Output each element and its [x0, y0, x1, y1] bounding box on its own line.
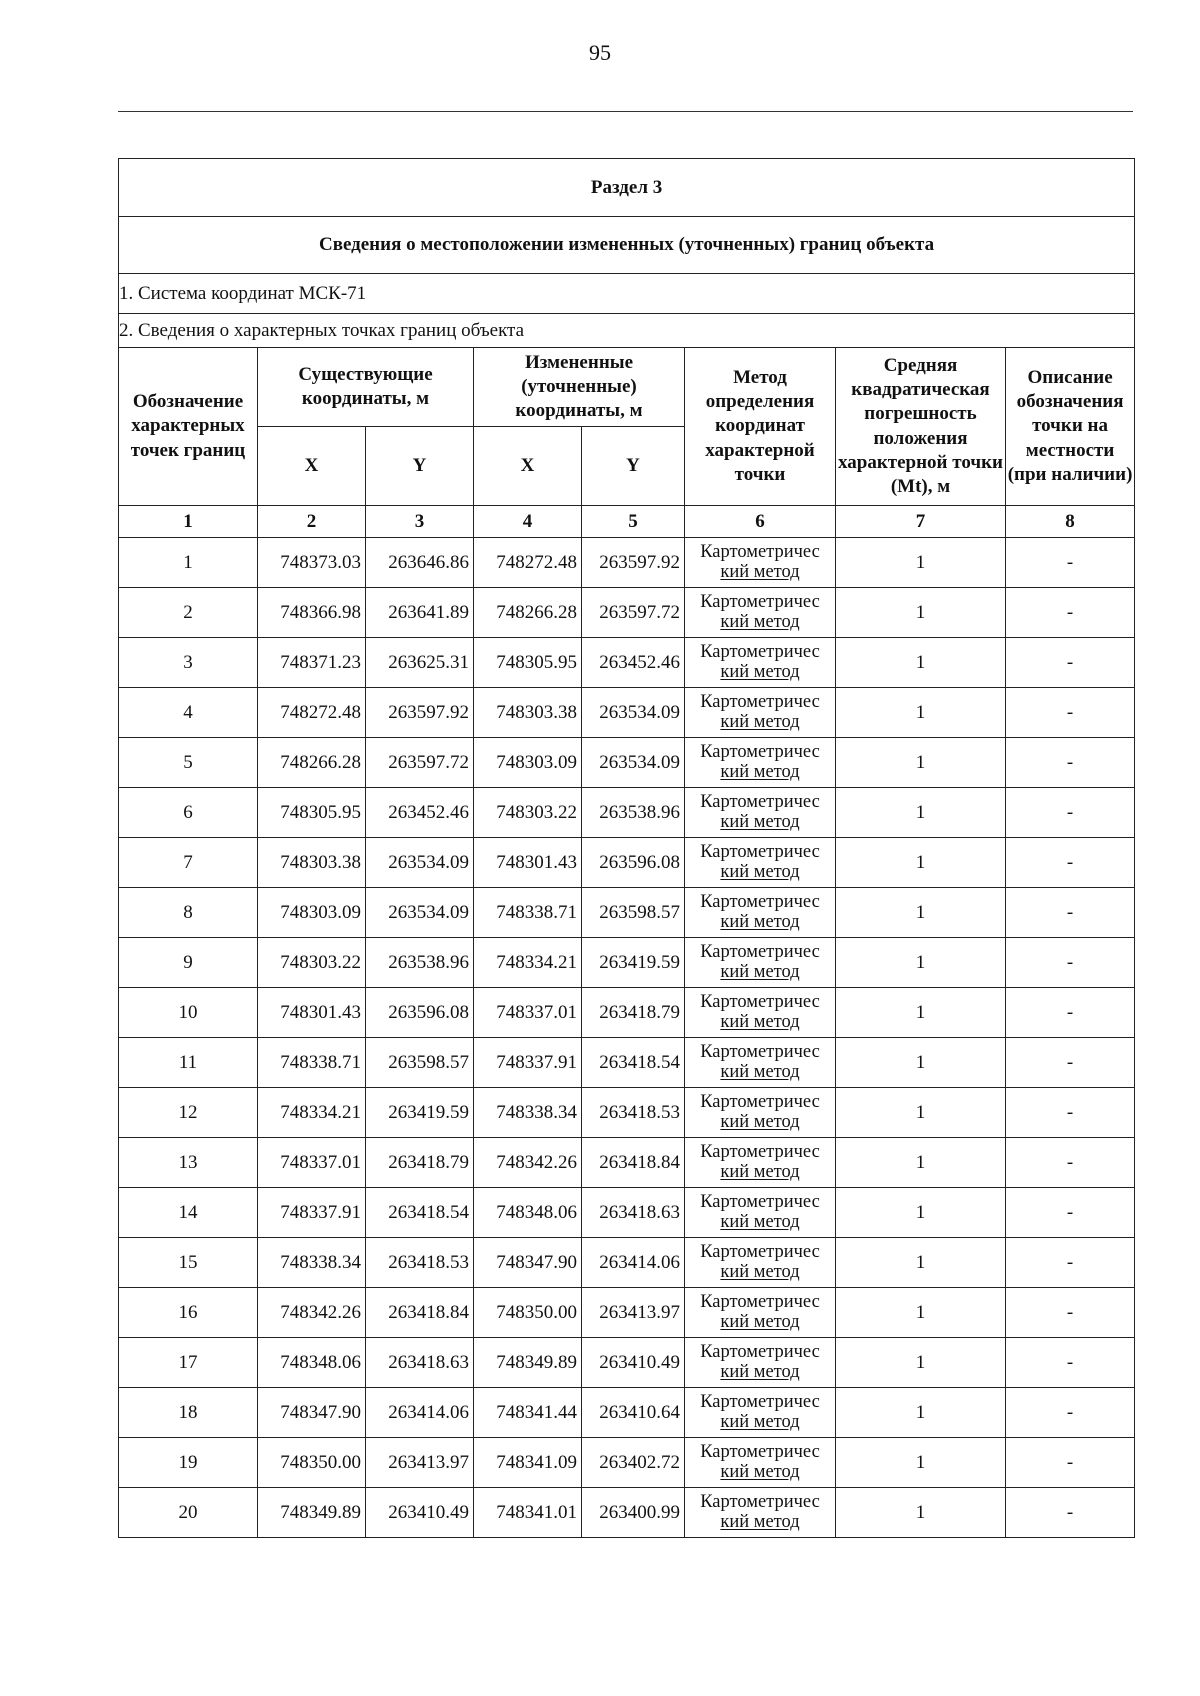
changed-y-value: 263598.57: [582, 888, 685, 938]
description-value: -: [1006, 888, 1135, 938]
method-value: [685, 1238, 836, 1288]
mean-square-error-value: 1: [836, 1388, 1006, 1438]
description-value: -: [1006, 1388, 1135, 1438]
table-row: [119, 1038, 1135, 1088]
existing-y-value: 263418.84: [366, 1288, 474, 1338]
point-number: 12: [119, 1088, 258, 1138]
mean-square-error-value: 1: [836, 1438, 1006, 1488]
method-value: [685, 1338, 836, 1388]
table-row: [119, 838, 1135, 888]
method-line-2: кий метод: [720, 961, 800, 982]
existing-y-value: 263646.86: [366, 538, 474, 588]
point-number: 4: [119, 688, 258, 738]
existing-x-value: 748334.21: [258, 1088, 366, 1138]
page-number: 95: [589, 40, 611, 65]
method-line-1: Картометричес: [700, 1492, 820, 1513]
header-existing-x: X: [258, 427, 366, 506]
column-number: 6: [685, 506, 836, 538]
method-value: [685, 538, 836, 588]
header-changed-coordinates: Измененные (уточненные) координаты, м: [474, 348, 685, 427]
header-changed-x: X: [474, 427, 582, 506]
method-value: [685, 1088, 836, 1138]
table-row: [119, 988, 1135, 1038]
point-number: 15: [119, 1238, 258, 1288]
column-number: 1: [119, 506, 258, 538]
changed-x-value: 748347.90: [474, 1238, 582, 1288]
description-value: -: [1006, 938, 1135, 988]
header-description: Описание обозначения точки на местности (при наличии): [1006, 348, 1135, 506]
point-number: 19: [119, 1438, 258, 1488]
method-line-2: кий метод: [720, 1361, 800, 1382]
existing-x-value: 748349.89: [258, 1488, 366, 1538]
method-line-2: кий метод: [720, 811, 800, 832]
existing-y-value: 263641.89: [366, 588, 474, 638]
existing-y-value: 263534.09: [366, 838, 474, 888]
mean-square-error-value: 1: [836, 1038, 1006, 1088]
existing-x-value: 748303.09: [258, 888, 366, 938]
method-value: [685, 838, 836, 888]
coordinate-system: 1. Система координат МСК-71: [119, 274, 1135, 314]
description-value: -: [1006, 1238, 1135, 1288]
changed-x-value: 748348.06: [474, 1188, 582, 1238]
existing-y-value: 263418.53: [366, 1238, 474, 1288]
changed-x-value: 748337.01: [474, 988, 582, 1038]
changed-y-value: 263534.09: [582, 688, 685, 738]
description-value: -: [1006, 1188, 1135, 1238]
description-value: -: [1006, 1488, 1135, 1538]
mean-square-error-value: 1: [836, 638, 1006, 688]
method-line-2: кий метод: [720, 1511, 800, 1532]
changed-x-value: 748266.28: [474, 588, 582, 638]
mean-square-error-value: 1: [836, 688, 1006, 738]
existing-x-value: 748337.01: [258, 1138, 366, 1188]
method-value: [685, 688, 836, 738]
method-line-2: кий метод: [720, 1461, 800, 1482]
existing-y-value: 263419.59: [366, 1088, 474, 1138]
description-value: -: [1006, 638, 1135, 688]
method-value: [685, 1388, 836, 1438]
column-numbers-row: [119, 506, 1135, 538]
header-mean-square-error: Средняя квадратическая погрешность положения характерной точки (Mt), м: [836, 348, 1006, 506]
changed-y-value: 263414.06: [582, 1238, 685, 1288]
changed-y-value: 263418.84: [582, 1138, 685, 1188]
method-line-1: Картометричес: [700, 692, 820, 713]
existing-y-value: 263414.06: [366, 1388, 474, 1438]
point-number: 3: [119, 638, 258, 688]
column-number: 3: [366, 506, 474, 538]
point-number: 5: [119, 738, 258, 788]
point-number: 13: [119, 1138, 258, 1188]
method-line-1: Картометричес: [700, 1392, 820, 1413]
point-number: 11: [119, 1038, 258, 1088]
point-number: 10: [119, 988, 258, 1038]
changed-x-value: 748303.09: [474, 738, 582, 788]
table-row: [119, 1288, 1135, 1338]
method-line-2: кий метод: [720, 1061, 800, 1082]
header-changed-y: Y: [582, 427, 685, 506]
mean-square-error-value: 1: [836, 838, 1006, 888]
existing-y-value: 263452.46: [366, 788, 474, 838]
existing-y-value: 263418.63: [366, 1338, 474, 1388]
method-line-2: кий метод: [720, 611, 800, 632]
method-value: [685, 1438, 836, 1488]
point-number: 18: [119, 1388, 258, 1438]
changed-y-value: 263413.97: [582, 1288, 685, 1338]
changed-y-value: 263410.64: [582, 1388, 685, 1438]
changed-x-value: 748338.71: [474, 888, 582, 938]
method-line-2: кий метод: [720, 761, 800, 782]
method-value: [685, 788, 836, 838]
description-value: -: [1006, 688, 1135, 738]
table-row: [119, 1338, 1135, 1388]
table-row: [119, 938, 1135, 988]
method-value: [685, 1288, 836, 1338]
method-line-1: Картометричес: [700, 1092, 820, 1113]
existing-x-value: 748305.95: [258, 788, 366, 838]
method-line-1: Картометричес: [700, 542, 820, 563]
mean-square-error-value: 1: [836, 1188, 1006, 1238]
points-info-title: 2. Сведения о характерных точках границ объекта: [119, 314, 1135, 348]
changed-x-value: 748303.38: [474, 688, 582, 738]
header-existing-y: Y: [366, 427, 474, 506]
mean-square-error-value: 1: [836, 588, 1006, 638]
description-value: -: [1006, 1438, 1135, 1488]
description-value: -: [1006, 1138, 1135, 1188]
existing-x-value: 748303.38: [258, 838, 366, 888]
description-value: -: [1006, 1288, 1135, 1338]
changed-x-value: 748338.34: [474, 1088, 582, 1138]
method-value: [685, 938, 836, 988]
existing-y-value: 263538.96: [366, 938, 474, 988]
method-line-2: кий метод: [720, 1011, 800, 1032]
method-value: [685, 1488, 836, 1538]
table-row: [119, 1388, 1135, 1438]
method-line-1: Картометричес: [700, 1442, 820, 1463]
mean-square-error-value: 1: [836, 538, 1006, 588]
existing-x-value: 748272.48: [258, 688, 366, 738]
existing-x-value: 748303.22: [258, 938, 366, 988]
existing-y-value: 263625.31: [366, 638, 474, 688]
column-number: 4: [474, 506, 582, 538]
table-row: [119, 1138, 1135, 1188]
existing-x-value: 748373.03: [258, 538, 366, 588]
method-value: [685, 988, 836, 1038]
existing-x-value: 748350.00: [258, 1438, 366, 1488]
method-line-1: Картометричес: [700, 642, 820, 663]
method-line-1: Картометричес: [700, 1292, 820, 1313]
existing-y-value: 263418.54: [366, 1188, 474, 1238]
point-number: 7: [119, 838, 258, 888]
table-row: [119, 1188, 1135, 1238]
method-value: [685, 888, 836, 938]
header-existing-coordinates: Существующие координаты, м: [258, 348, 474, 427]
description-value: -: [1006, 1038, 1135, 1088]
existing-x-value: 748338.34: [258, 1238, 366, 1288]
existing-x-value: 748342.26: [258, 1288, 366, 1338]
header-designation: Обозначение характерных точек границ: [119, 348, 258, 506]
method-line-2: кий метод: [720, 1311, 800, 1332]
changed-y-value: 263597.92: [582, 538, 685, 588]
column-number: 7: [836, 506, 1006, 538]
point-number: 9: [119, 938, 258, 988]
method-line-2: кий метод: [720, 1411, 800, 1432]
method-line-2: кий метод: [720, 1161, 800, 1182]
changed-x-value: 748301.43: [474, 838, 582, 888]
method-line-1: Картометричес: [700, 1042, 820, 1063]
changed-y-value: 263400.99: [582, 1488, 685, 1538]
column-number: 8: [1006, 506, 1135, 538]
existing-x-value: 748366.98: [258, 588, 366, 638]
point-number: 8: [119, 888, 258, 938]
changed-x-value: 748337.91: [474, 1038, 582, 1088]
changed-x-value: 748341.44: [474, 1388, 582, 1438]
description-value: -: [1006, 1088, 1135, 1138]
changed-y-value: 263418.54: [582, 1038, 685, 1088]
existing-x-value: 748301.43: [258, 988, 366, 1038]
mean-square-error-value: 1: [836, 1088, 1006, 1138]
changed-x-value: 748341.01: [474, 1488, 582, 1538]
boundary-points-table: [118, 158, 1135, 1538]
description-value: -: [1006, 538, 1135, 588]
table-row: [119, 1088, 1135, 1138]
table-row: [119, 738, 1135, 788]
method-line-2: кий метод: [720, 1111, 800, 1132]
mean-square-error-value: 1: [836, 1138, 1006, 1188]
section-title: Раздел 3: [119, 159, 1135, 217]
method-line-2: кий метод: [720, 861, 800, 882]
method-line-1: Картометричес: [700, 592, 820, 613]
changed-x-value: 748350.00: [474, 1288, 582, 1338]
header-rule: [118, 111, 1133, 112]
existing-y-value: 263597.72: [366, 738, 474, 788]
existing-y-value: 263598.57: [366, 1038, 474, 1088]
mean-square-error-value: 1: [836, 888, 1006, 938]
existing-y-value: 263534.09: [366, 888, 474, 938]
changed-y-value: 263418.79: [582, 988, 685, 1038]
existing-y-value: 263410.49: [366, 1488, 474, 1538]
mean-square-error-value: 1: [836, 1238, 1006, 1288]
method-line-1: Картометричес: [700, 1142, 820, 1163]
method-line-2: кий метод: [720, 561, 800, 582]
description-value: -: [1006, 838, 1135, 888]
mean-square-error-value: 1: [836, 1288, 1006, 1338]
existing-y-value: 263597.92: [366, 688, 474, 738]
mean-square-error-value: 1: [836, 788, 1006, 838]
changed-x-value: 748334.21: [474, 938, 582, 988]
changed-y-value: 263596.08: [582, 838, 685, 888]
point-number: 16: [119, 1288, 258, 1338]
existing-y-value: 263413.97: [366, 1438, 474, 1488]
description-value: -: [1006, 788, 1135, 838]
table-row: [119, 1238, 1135, 1288]
method-line-1: Картометричес: [700, 742, 820, 763]
method-value: [685, 1138, 836, 1188]
table-row: [119, 1438, 1135, 1488]
changed-y-value: 263597.72: [582, 588, 685, 638]
mean-square-error-value: 1: [836, 1488, 1006, 1538]
changed-x-value: 748342.26: [474, 1138, 582, 1188]
table-row: [119, 1488, 1135, 1538]
mean-square-error-value: 1: [836, 938, 1006, 988]
changed-y-value: 263418.63: [582, 1188, 685, 1238]
changed-y-value: 263419.59: [582, 938, 685, 988]
changed-x-value: 748272.48: [474, 538, 582, 588]
changed-y-value: 263452.46: [582, 638, 685, 688]
document-title: Сведения о местоположении измененных (уточненных) границ объекта: [119, 217, 1135, 274]
point-number: 2: [119, 588, 258, 638]
table-row: [119, 588, 1135, 638]
existing-x-value: 748347.90: [258, 1388, 366, 1438]
method-line-1: Картометричес: [700, 892, 820, 913]
existing-x-value: 748371.23: [258, 638, 366, 688]
description-value: -: [1006, 588, 1135, 638]
existing-x-value: 748266.28: [258, 738, 366, 788]
method-value: [685, 738, 836, 788]
point-number: 6: [119, 788, 258, 838]
existing-x-value: 748338.71: [258, 1038, 366, 1088]
method-line-2: кий метод: [720, 911, 800, 932]
mean-square-error-value: 1: [836, 1338, 1006, 1388]
existing-y-value: 263596.08: [366, 988, 474, 1038]
existing-x-value: 748348.06: [258, 1338, 366, 1388]
method-line-1: Картометричес: [700, 1192, 820, 1213]
table-row: [119, 538, 1135, 588]
changed-y-value: 263534.09: [582, 738, 685, 788]
method-line-1: Картометричес: [700, 1242, 820, 1263]
changed-x-value: 748349.89: [474, 1338, 582, 1388]
point-number: 17: [119, 1338, 258, 1388]
existing-y-value: 263418.79: [366, 1138, 474, 1188]
changed-x-value: 748303.22: [474, 788, 582, 838]
column-number: 2: [258, 506, 366, 538]
method-line-2: кий метод: [720, 1261, 800, 1282]
table-row: [119, 788, 1135, 838]
method-line-2: кий метод: [720, 1211, 800, 1232]
point-number: 14: [119, 1188, 258, 1238]
method-value: [685, 588, 836, 638]
method-line-2: кий метод: [720, 661, 800, 682]
description-value: -: [1006, 738, 1135, 788]
point-number: 20: [119, 1488, 258, 1538]
description-value: -: [1006, 988, 1135, 1038]
method-line-1: Картометричес: [700, 992, 820, 1013]
changed-x-value: 748341.09: [474, 1438, 582, 1488]
column-number: 5: [582, 506, 685, 538]
changed-y-value: 263538.96: [582, 788, 685, 838]
description-value: -: [1006, 1338, 1135, 1388]
point-number: 1: [119, 538, 258, 588]
changed-y-value: 263402.72: [582, 1438, 685, 1488]
table-row: [119, 688, 1135, 738]
changed-x-value: 748305.95: [474, 638, 582, 688]
mean-square-error-value: 1: [836, 988, 1006, 1038]
method-value: [685, 638, 836, 688]
method-value: [685, 1038, 836, 1088]
method-value: [685, 1188, 836, 1238]
table-row: [119, 888, 1135, 938]
changed-y-value: 263418.53: [582, 1088, 685, 1138]
method-line-1: Картометричес: [700, 1342, 820, 1363]
method-line-1: Картометричес: [700, 842, 820, 863]
changed-y-value: 263410.49: [582, 1338, 685, 1388]
method-line-2: кий метод: [720, 711, 800, 732]
header-method: Метод определения координат характерной точки: [685, 348, 836, 506]
method-line-1: Картометричес: [700, 792, 820, 813]
mean-square-error-value: 1: [836, 738, 1006, 788]
method-line-1: Картометричес: [700, 942, 820, 963]
existing-x-value: 748337.91: [258, 1188, 366, 1238]
table-row: [119, 638, 1135, 688]
